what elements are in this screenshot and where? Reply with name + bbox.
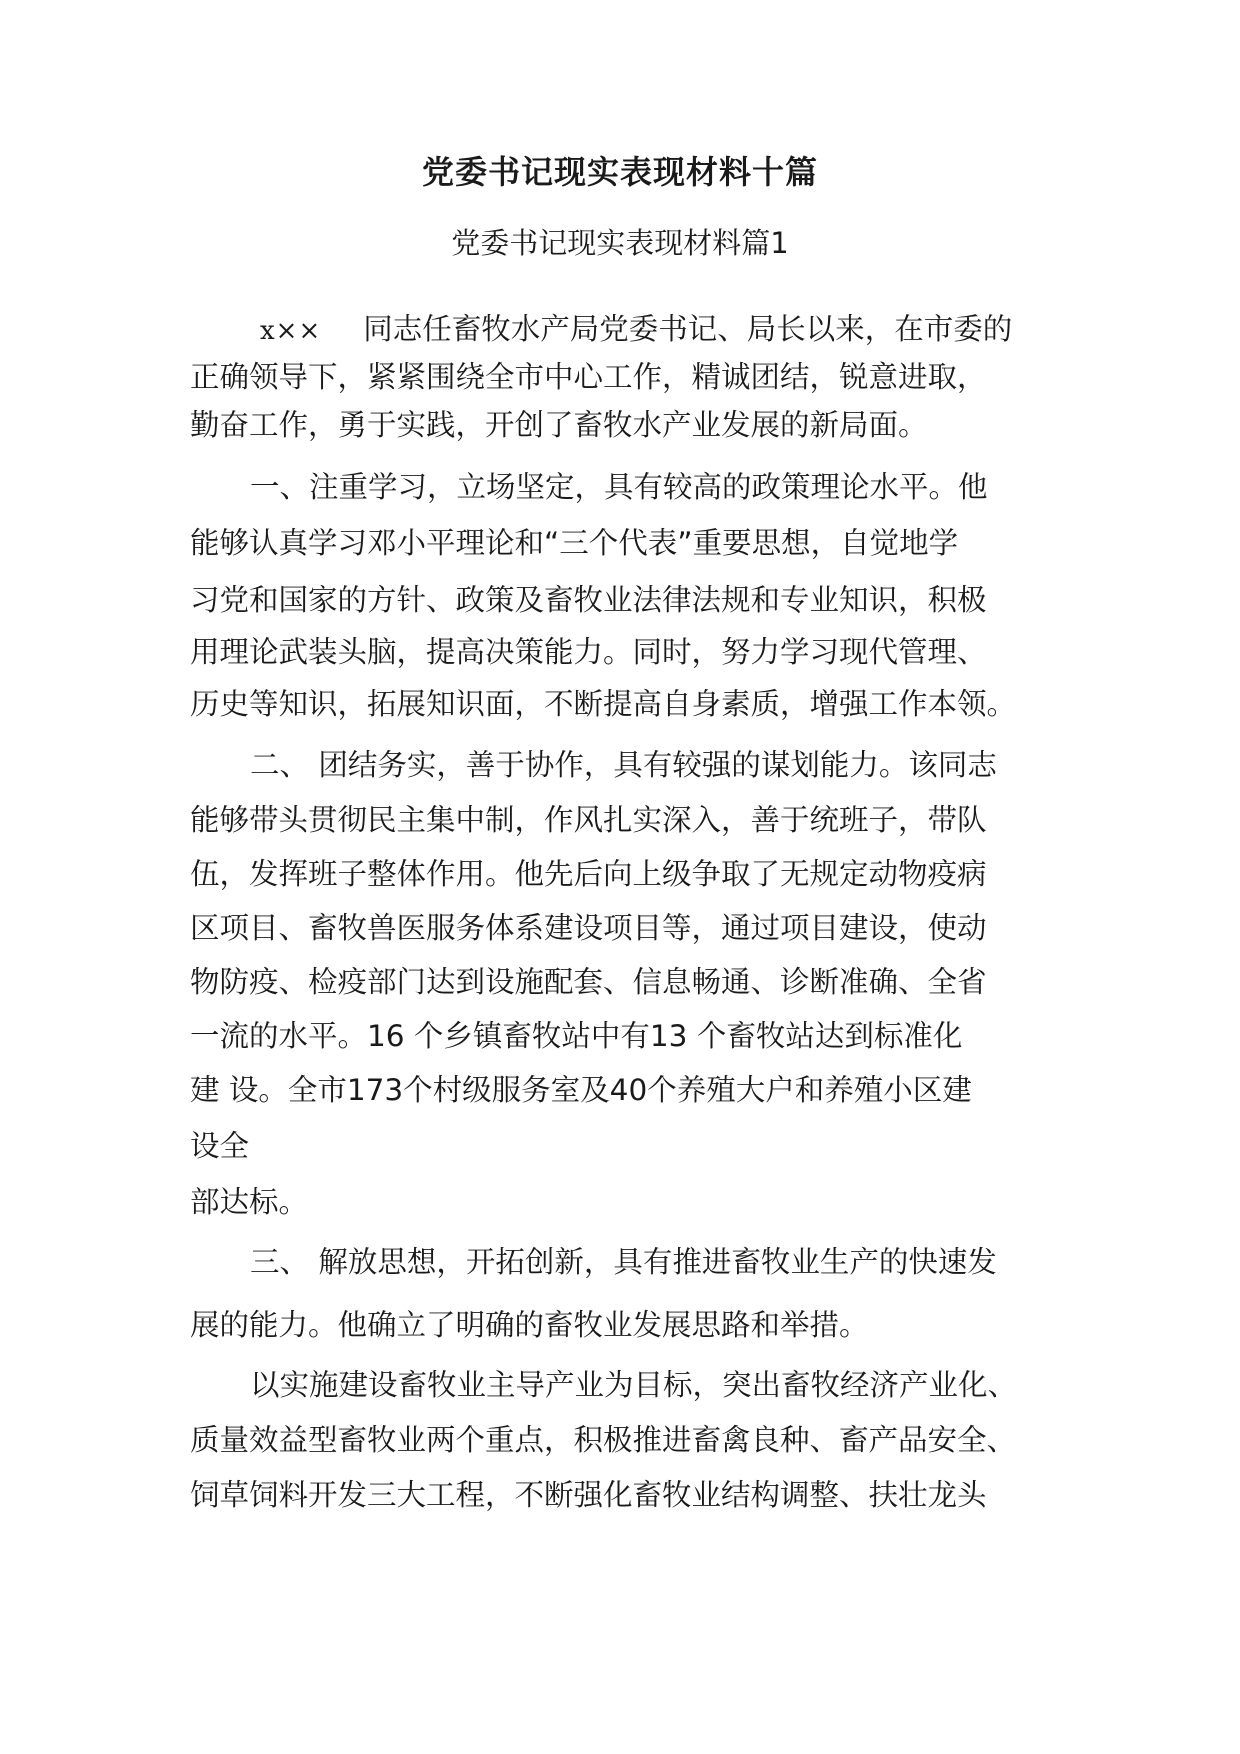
body-line: 建 设。全市173个村级服务室及40个养殖大户和养殖小区建	[190, 1073, 972, 1107]
body-line: 历史等知识，拓展知识面，不断提高自身素质，增强工作本领。	[190, 687, 1017, 721]
document-subtitle: 党委书记现实表现材料篇1	[451, 226, 789, 260]
body-line: 展的能力。他确立了明确的畜牧业发展思路和举措。	[190, 1308, 869, 1342]
name-placeholder: x××	[260, 316, 322, 346]
body-line: 二、 团结务实，善于协作，具有较强的谋划能力。该同志	[250, 748, 997, 782]
body-line: 区项目、畜牧兽医服务体系建设项目等，通过项目建设，使动	[190, 911, 987, 945]
body-line: 能够带头贯彻民主集中制，作风扎实深入，善于统班子，带队	[190, 803, 987, 837]
body-line: 正确领导下，紧紧围绕全市中心工作，精诚团结，锐意进取，	[190, 360, 987, 394]
body-line: 部达标。	[190, 1185, 309, 1219]
body-line: 一、注重学习，立场坚定，具有较高的政策理论水平。他	[250, 470, 988, 504]
body-line	[250, 309, 1012, 351]
body-line: 三、 解放思想，开拓创新，具有推进畜牧业生产的快速发	[250, 1245, 997, 1279]
body-line: 饲草饲料开发三大工程，不断强化畜牧业结构调整、扶壮龙头	[190, 1478, 987, 1512]
body-line: 伍，发挥班子整体作用。他先后向上级争取了无规定动物疫病	[190, 857, 987, 891]
body-line: 物防疫、检疫部门达到设施配套、信息畅通、诊断准确、全省	[190, 965, 987, 999]
line-text: 同志任畜牧水产局党委书记、局长以来，在市委的	[363, 312, 1013, 346]
body-line: 以实施建设畜牧业主导产业为目标，突出畜牧经济产业化、	[250, 1368, 1018, 1402]
body-line: 用理论武装头脑，提高决策能力。同时，努力学习现代管理、	[190, 635, 987, 669]
body-line: 能够认真学习邓小平理论和“三个代表”重要思想，自觉地学	[190, 526, 959, 560]
document-title: 党委书记现实表现材料十篇	[421, 153, 818, 191]
body-line: 设全	[190, 1129, 250, 1163]
body-line: 习党和国家的方针、政策及畜牧业法律法规和专业知识，积极	[190, 583, 987, 617]
body-line: 勤奋工作，勇于实践，开创了畜牧水产业发展的新局面。	[190, 408, 928, 442]
body-line: 质量效益型畜牧业两个重点，积极推进畜禽良种、畜产品安全、	[190, 1423, 1017, 1457]
body-line: 一流的水平。16 个乡镇畜牧站中有13 个畜牧站达到标准化	[190, 1019, 963, 1053]
